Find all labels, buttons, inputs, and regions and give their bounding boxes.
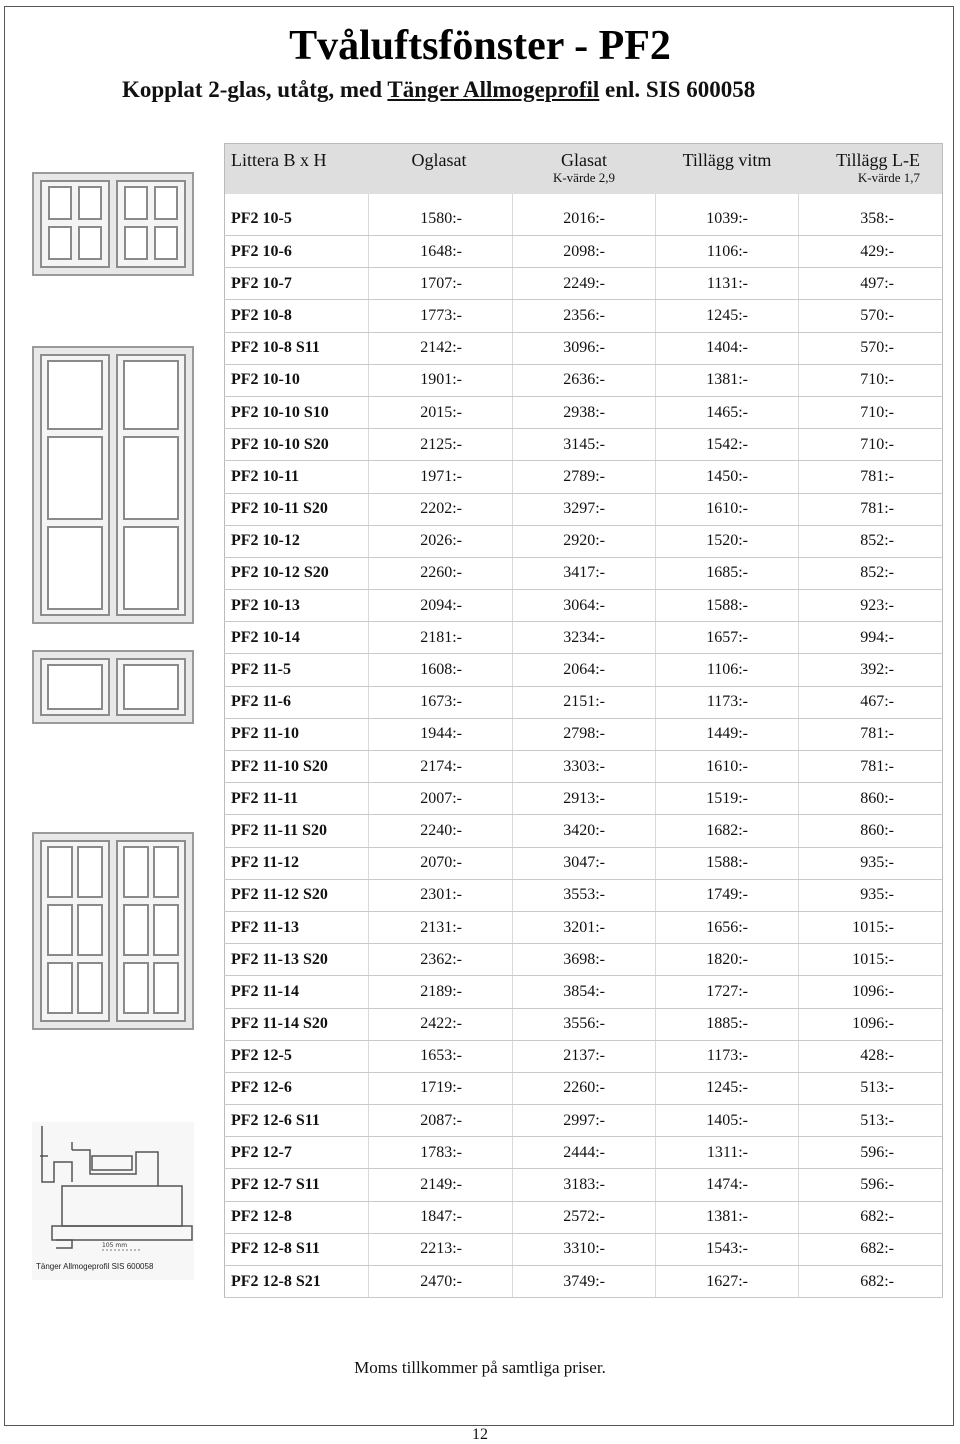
cell-glasat: 2798:- xyxy=(513,718,656,750)
header-tillagg-vitm: Tillägg vitm xyxy=(656,144,799,194)
header-littera: Littera B x H xyxy=(225,144,369,194)
cell-glasat: 3553:- xyxy=(513,879,656,911)
cell-littera: PF2 10-13 xyxy=(225,590,369,622)
table-row xyxy=(225,300,943,332)
cell-littera: PF2 11-10 xyxy=(225,718,369,750)
cell-glasat: 3420:- xyxy=(513,815,656,847)
cell-glasat: 2016:- xyxy=(513,194,656,236)
cell-tillagg-vitm: 1820:- xyxy=(656,944,799,976)
cell-glasat: 2920:- xyxy=(513,525,656,557)
cell-oglasat: 2301:- xyxy=(369,879,513,911)
cell-tillagg-vitm: 1588:- xyxy=(656,590,799,622)
cell-tillagg-le: 710:- xyxy=(799,396,943,428)
cell-littera: PF2 10-10 xyxy=(225,364,369,396)
table-row xyxy=(225,1137,943,1169)
cell-oglasat: 1901:- xyxy=(369,364,513,396)
cell-tillagg-vitm: 1727:- xyxy=(656,976,799,1008)
cell-tillagg-vitm: 1657:- xyxy=(656,622,799,654)
cell-littera: PF2 12-8 S11 xyxy=(225,1233,369,1265)
cell-littera: PF2 10-8 S11 xyxy=(225,332,369,364)
cell-tillagg-vitm: 1520:- xyxy=(656,525,799,557)
cell-oglasat: 2131:- xyxy=(369,911,513,943)
cell-tillagg-le: 1015:- xyxy=(799,911,943,943)
cell-tillagg-vitm: 1311:- xyxy=(656,1137,799,1169)
cell-glasat: 3297:- xyxy=(513,493,656,525)
cell-tillagg-vitm: 1173:- xyxy=(656,686,799,718)
cell-oglasat: 2015:- xyxy=(369,396,513,428)
cell-tillagg-le: 392:- xyxy=(799,654,943,686)
cell-littera: PF2 11-10 S20 xyxy=(225,751,369,783)
cell-oglasat: 1580:- xyxy=(369,194,513,236)
cell-glasat: 3234:- xyxy=(513,622,656,654)
cell-oglasat: 1608:- xyxy=(369,654,513,686)
cell-tillagg-vitm: 1450:- xyxy=(656,461,799,493)
cell-tillagg-le: 513:- xyxy=(799,1072,943,1104)
cell-glasat: 2636:- xyxy=(513,364,656,396)
cell-tillagg-le: 429:- xyxy=(799,236,943,268)
cell-littera: PF2 10-14 xyxy=(225,622,369,654)
cell-tillagg-le: 852:- xyxy=(799,525,943,557)
cell-tillagg-vitm: 1543:- xyxy=(656,1233,799,1265)
cell-oglasat: 2422:- xyxy=(369,1008,513,1040)
cell-oglasat: 2026:- xyxy=(369,525,513,557)
cell-glasat: 2249:- xyxy=(513,268,656,300)
subtitle-standard: enl. SIS 600058 xyxy=(599,77,756,102)
cell-oglasat: 2142:- xyxy=(369,332,513,364)
table-row xyxy=(225,268,943,300)
cell-oglasat: 1971:- xyxy=(369,461,513,493)
cell-glasat: 2151:- xyxy=(513,686,656,718)
table-row xyxy=(225,1008,943,1040)
cell-tillagg-le: 710:- xyxy=(799,429,943,461)
cell-tillagg-vitm: 1173:- xyxy=(656,1040,799,1072)
cell-tillagg-vitm: 1682:- xyxy=(656,815,799,847)
cell-tillagg-vitm: 1245:- xyxy=(656,300,799,332)
cell-tillagg-le: 513:- xyxy=(799,1105,943,1137)
price-table-body xyxy=(225,194,943,1298)
cell-glasat: 2444:- xyxy=(513,1137,656,1169)
header-glasat-kvalue: K-värde 2,9 xyxy=(552,170,616,185)
cell-glasat: 3145:- xyxy=(513,429,656,461)
window-illustration-single-pane xyxy=(32,650,194,724)
header-tillagg-le xyxy=(799,144,943,194)
cell-littera: PF2 12-5 xyxy=(225,1040,369,1072)
table-row xyxy=(225,194,943,236)
cell-oglasat: 1944:- xyxy=(369,718,513,750)
cell-glasat: 3854:- xyxy=(513,976,656,1008)
header-tillagg-le-label: Tillägg L-E xyxy=(836,150,920,170)
cell-oglasat: 2125:- xyxy=(369,429,513,461)
cell-glasat: 3047:- xyxy=(513,847,656,879)
cell-tillagg-vitm: 1685:- xyxy=(656,557,799,589)
cell-tillagg-le: 467:- xyxy=(799,686,943,718)
cell-littera: PF2 10-7 xyxy=(225,268,369,300)
cell-tillagg-le: 781:- xyxy=(799,493,943,525)
table-row xyxy=(225,525,943,557)
cell-oglasat: 1719:- xyxy=(369,1072,513,1104)
cell-tillagg-le: 935:- xyxy=(799,847,943,879)
cell-oglasat: 2362:- xyxy=(369,944,513,976)
cell-glasat: 3749:- xyxy=(513,1266,656,1298)
cell-tillagg-vitm: 1039:- xyxy=(656,194,799,236)
window-illustration-small-panes xyxy=(32,172,194,276)
cell-glasat: 3183:- xyxy=(513,1169,656,1201)
table-row xyxy=(225,493,943,525)
table-row xyxy=(225,622,943,654)
cell-littera: PF2 10-11 xyxy=(225,461,369,493)
cell-tillagg-le: 710:- xyxy=(799,364,943,396)
table-row xyxy=(225,1105,943,1137)
profile-dimension: 105 mm xyxy=(102,1242,128,1249)
table-row xyxy=(225,557,943,589)
cell-glasat: 3417:- xyxy=(513,557,656,589)
table-row xyxy=(225,847,943,879)
cell-tillagg-le: 860:- xyxy=(799,815,943,847)
cell-tillagg-vitm: 1749:- xyxy=(656,879,799,911)
cell-littera: PF2 11-14 xyxy=(225,976,369,1008)
cell-tillagg-vitm: 1465:- xyxy=(656,396,799,428)
cell-littera: PF2 12-8 xyxy=(225,1201,369,1233)
cell-littera: PF2 12-6 xyxy=(225,1072,369,1104)
cell-littera: PF2 10-10 S10 xyxy=(225,396,369,428)
cell-glasat: 2913:- xyxy=(513,783,656,815)
cell-tillagg-le: 1015:- xyxy=(799,944,943,976)
table-row xyxy=(225,751,943,783)
profile-caption: Tänger Allmogeprofil SIS 600058 xyxy=(36,1262,154,1271)
table-row xyxy=(225,1233,943,1265)
profile-section-drawing xyxy=(32,1122,194,1280)
cell-glasat: 2356:- xyxy=(513,300,656,332)
cell-tillagg-vitm: 1627:- xyxy=(656,1266,799,1298)
cell-littera: PF2 11-6 xyxy=(225,686,369,718)
cell-tillagg-vitm: 1381:- xyxy=(656,1201,799,1233)
window-illustration-tall-three-pane xyxy=(32,346,194,624)
cell-glasat: 3556:- xyxy=(513,1008,656,1040)
cell-tillagg-vitm: 1404:- xyxy=(656,332,799,364)
price-table xyxy=(224,143,943,1298)
cell-tillagg-vitm: 1106:- xyxy=(656,236,799,268)
cell-tillagg-le: 781:- xyxy=(799,461,943,493)
cell-tillagg-le: 682:- xyxy=(799,1201,943,1233)
cell-tillagg-le: 497:- xyxy=(799,268,943,300)
cell-oglasat: 2007:- xyxy=(369,783,513,815)
cell-tillagg-vitm: 1106:- xyxy=(656,654,799,686)
cell-littera: PF2 11-11 xyxy=(225,783,369,815)
cell-littera: PF2 12-6 S11 xyxy=(225,1105,369,1137)
cell-glasat: 3310:- xyxy=(513,1233,656,1265)
table-row xyxy=(225,1266,943,1298)
cell-glasat: 2260:- xyxy=(513,1072,656,1104)
cell-tillagg-vitm: 1519:- xyxy=(656,783,799,815)
cell-tillagg-le: 860:- xyxy=(799,783,943,815)
cell-tillagg-vitm: 1474:- xyxy=(656,1169,799,1201)
table-row xyxy=(225,1072,943,1104)
table-row xyxy=(225,396,943,428)
header-tillagg-le-kvalue: K-värde 1,7 xyxy=(857,170,920,185)
cell-littera: PF2 10-8 xyxy=(225,300,369,332)
cell-littera: PF2 10-11 S20 xyxy=(225,493,369,525)
cell-tillagg-le: 1096:- xyxy=(799,1008,943,1040)
cell-glasat: 3064:- xyxy=(513,590,656,622)
cell-littera: PF2 11-14 S20 xyxy=(225,1008,369,1040)
cell-oglasat: 2087:- xyxy=(369,1105,513,1137)
table-row xyxy=(225,911,943,943)
cell-glasat: 2098:- xyxy=(513,236,656,268)
cell-tillagg-le: 358:- xyxy=(799,194,943,236)
cell-tillagg-vitm: 1381:- xyxy=(656,364,799,396)
cell-oglasat: 1773:- xyxy=(369,300,513,332)
cell-glasat: 2137:- xyxy=(513,1040,656,1072)
cell-littera: PF2 10-5 xyxy=(225,194,369,236)
cell-littera: PF2 11-13 xyxy=(225,911,369,943)
cell-oglasat: 2174:- xyxy=(369,751,513,783)
cell-littera: PF2 12-7 S11 xyxy=(225,1169,369,1201)
table-row xyxy=(225,686,943,718)
cell-oglasat: 2070:- xyxy=(369,847,513,879)
table-row xyxy=(225,590,943,622)
cell-littera: PF2 12-7 xyxy=(225,1137,369,1169)
cell-glasat: 2789:- xyxy=(513,461,656,493)
cell-tillagg-vitm: 1542:- xyxy=(656,429,799,461)
cell-glasat: 2938:- xyxy=(513,396,656,428)
cell-glasat: 3698:- xyxy=(513,944,656,976)
window-illustration-tall-six-pane xyxy=(32,832,194,1030)
cell-glasat: 3096:- xyxy=(513,332,656,364)
profile-link[interactable]: Tänger Allmogeprofil xyxy=(387,77,600,102)
cell-littera: PF2 11-11 S20 xyxy=(225,815,369,847)
header-oglasat: Oglasat xyxy=(369,144,513,194)
cell-tillagg-le: 570:- xyxy=(799,300,943,332)
cell-oglasat: 2189:- xyxy=(369,976,513,1008)
cell-tillagg-vitm: 1405:- xyxy=(656,1105,799,1137)
cell-tillagg-le: 781:- xyxy=(799,718,943,750)
cell-tillagg-vitm: 1131:- xyxy=(656,268,799,300)
cell-tillagg-le: 994:- xyxy=(799,622,943,654)
cell-tillagg-vitm: 1656:- xyxy=(656,911,799,943)
cell-littera: PF2 10-10 S20 xyxy=(225,429,369,461)
cell-oglasat: 2149:- xyxy=(369,1169,513,1201)
cell-glasat: 2572:- xyxy=(513,1201,656,1233)
cell-oglasat: 1847:- xyxy=(369,1201,513,1233)
cell-tillagg-vitm: 1885:- xyxy=(656,1008,799,1040)
cell-tillagg-le: 596:- xyxy=(799,1169,943,1201)
table-row xyxy=(225,718,943,750)
cell-oglasat: 1648:- xyxy=(369,236,513,268)
cell-littera: PF2 10-12 S20 xyxy=(225,557,369,589)
cell-tillagg-le: 570:- xyxy=(799,332,943,364)
cell-tillagg-vitm: 1588:- xyxy=(656,847,799,879)
header-glasat-label: Glasat xyxy=(561,150,607,170)
table-header-row xyxy=(225,144,943,194)
cell-oglasat: 2181:- xyxy=(369,622,513,654)
cell-littera: PF2 10-6 xyxy=(225,236,369,268)
header-glasat xyxy=(513,144,656,194)
cell-tillagg-le: 852:- xyxy=(799,557,943,589)
cell-tillagg-le: 935:- xyxy=(799,879,943,911)
subtitle-text: Kopplat 2-glas, utåtg, med xyxy=(122,77,388,102)
cell-littera: PF2 11-5 xyxy=(225,654,369,686)
cell-tillagg-le: 781:- xyxy=(799,751,943,783)
table-row xyxy=(225,1169,943,1201)
cell-tillagg-le: 1096:- xyxy=(799,976,943,1008)
cell-littera: PF2 10-12 xyxy=(225,525,369,557)
table-row xyxy=(225,783,943,815)
cell-glasat: 3201:- xyxy=(513,911,656,943)
cell-oglasat: 2213:- xyxy=(369,1233,513,1265)
table-row xyxy=(225,879,943,911)
cell-tillagg-le: 596:- xyxy=(799,1137,943,1169)
cell-oglasat: 1673:- xyxy=(369,686,513,718)
cell-oglasat: 2202:- xyxy=(369,493,513,525)
cell-oglasat: 1653:- xyxy=(369,1040,513,1072)
table-row xyxy=(225,815,943,847)
cell-tillagg-vitm: 1245:- xyxy=(656,1072,799,1104)
cell-oglasat: 2094:- xyxy=(369,590,513,622)
cell-tillagg-le: 682:- xyxy=(799,1233,943,1265)
cell-glasat: 2064:- xyxy=(513,654,656,686)
cell-oglasat: 1707:- xyxy=(369,268,513,300)
cell-tillagg-le: 923:- xyxy=(799,590,943,622)
cell-littera: PF2 11-12 xyxy=(225,847,369,879)
cell-oglasat: 1783:- xyxy=(369,1137,513,1169)
cell-glasat: 2997:- xyxy=(513,1105,656,1137)
cell-tillagg-vitm: 1610:- xyxy=(656,751,799,783)
page-number: 12 xyxy=(472,1426,488,1443)
cell-oglasat: 2240:- xyxy=(369,815,513,847)
table-row xyxy=(225,364,943,396)
cell-oglasat: 2260:- xyxy=(369,557,513,589)
table-row xyxy=(225,236,943,268)
cell-littera: PF2 11-13 S20 xyxy=(225,944,369,976)
table-row xyxy=(225,461,943,493)
table-row xyxy=(225,1201,943,1233)
table-row xyxy=(225,429,943,461)
cell-oglasat: 2470:- xyxy=(369,1266,513,1298)
table-row xyxy=(225,332,943,364)
table-row xyxy=(225,976,943,1008)
table-row xyxy=(225,654,943,686)
page-subtitle xyxy=(122,76,755,104)
cell-tillagg-vitm: 1610:- xyxy=(656,493,799,525)
cell-littera: PF2 11-12 S20 xyxy=(225,879,369,911)
cell-littera: PF2 12-8 S21 xyxy=(225,1266,369,1298)
cell-tillagg-vitm: 1449:- xyxy=(656,718,799,750)
cell-tillagg-le: 428:- xyxy=(799,1040,943,1072)
cell-tillagg-le: 682:- xyxy=(799,1266,943,1298)
vat-note: Moms tillkommer på samtliga priser. xyxy=(354,1358,606,1377)
table-row xyxy=(225,1040,943,1072)
cell-glasat: 3303:- xyxy=(513,751,656,783)
page-title: Tvåluftsfönster - PF2 xyxy=(289,23,671,69)
table-row xyxy=(225,944,943,976)
